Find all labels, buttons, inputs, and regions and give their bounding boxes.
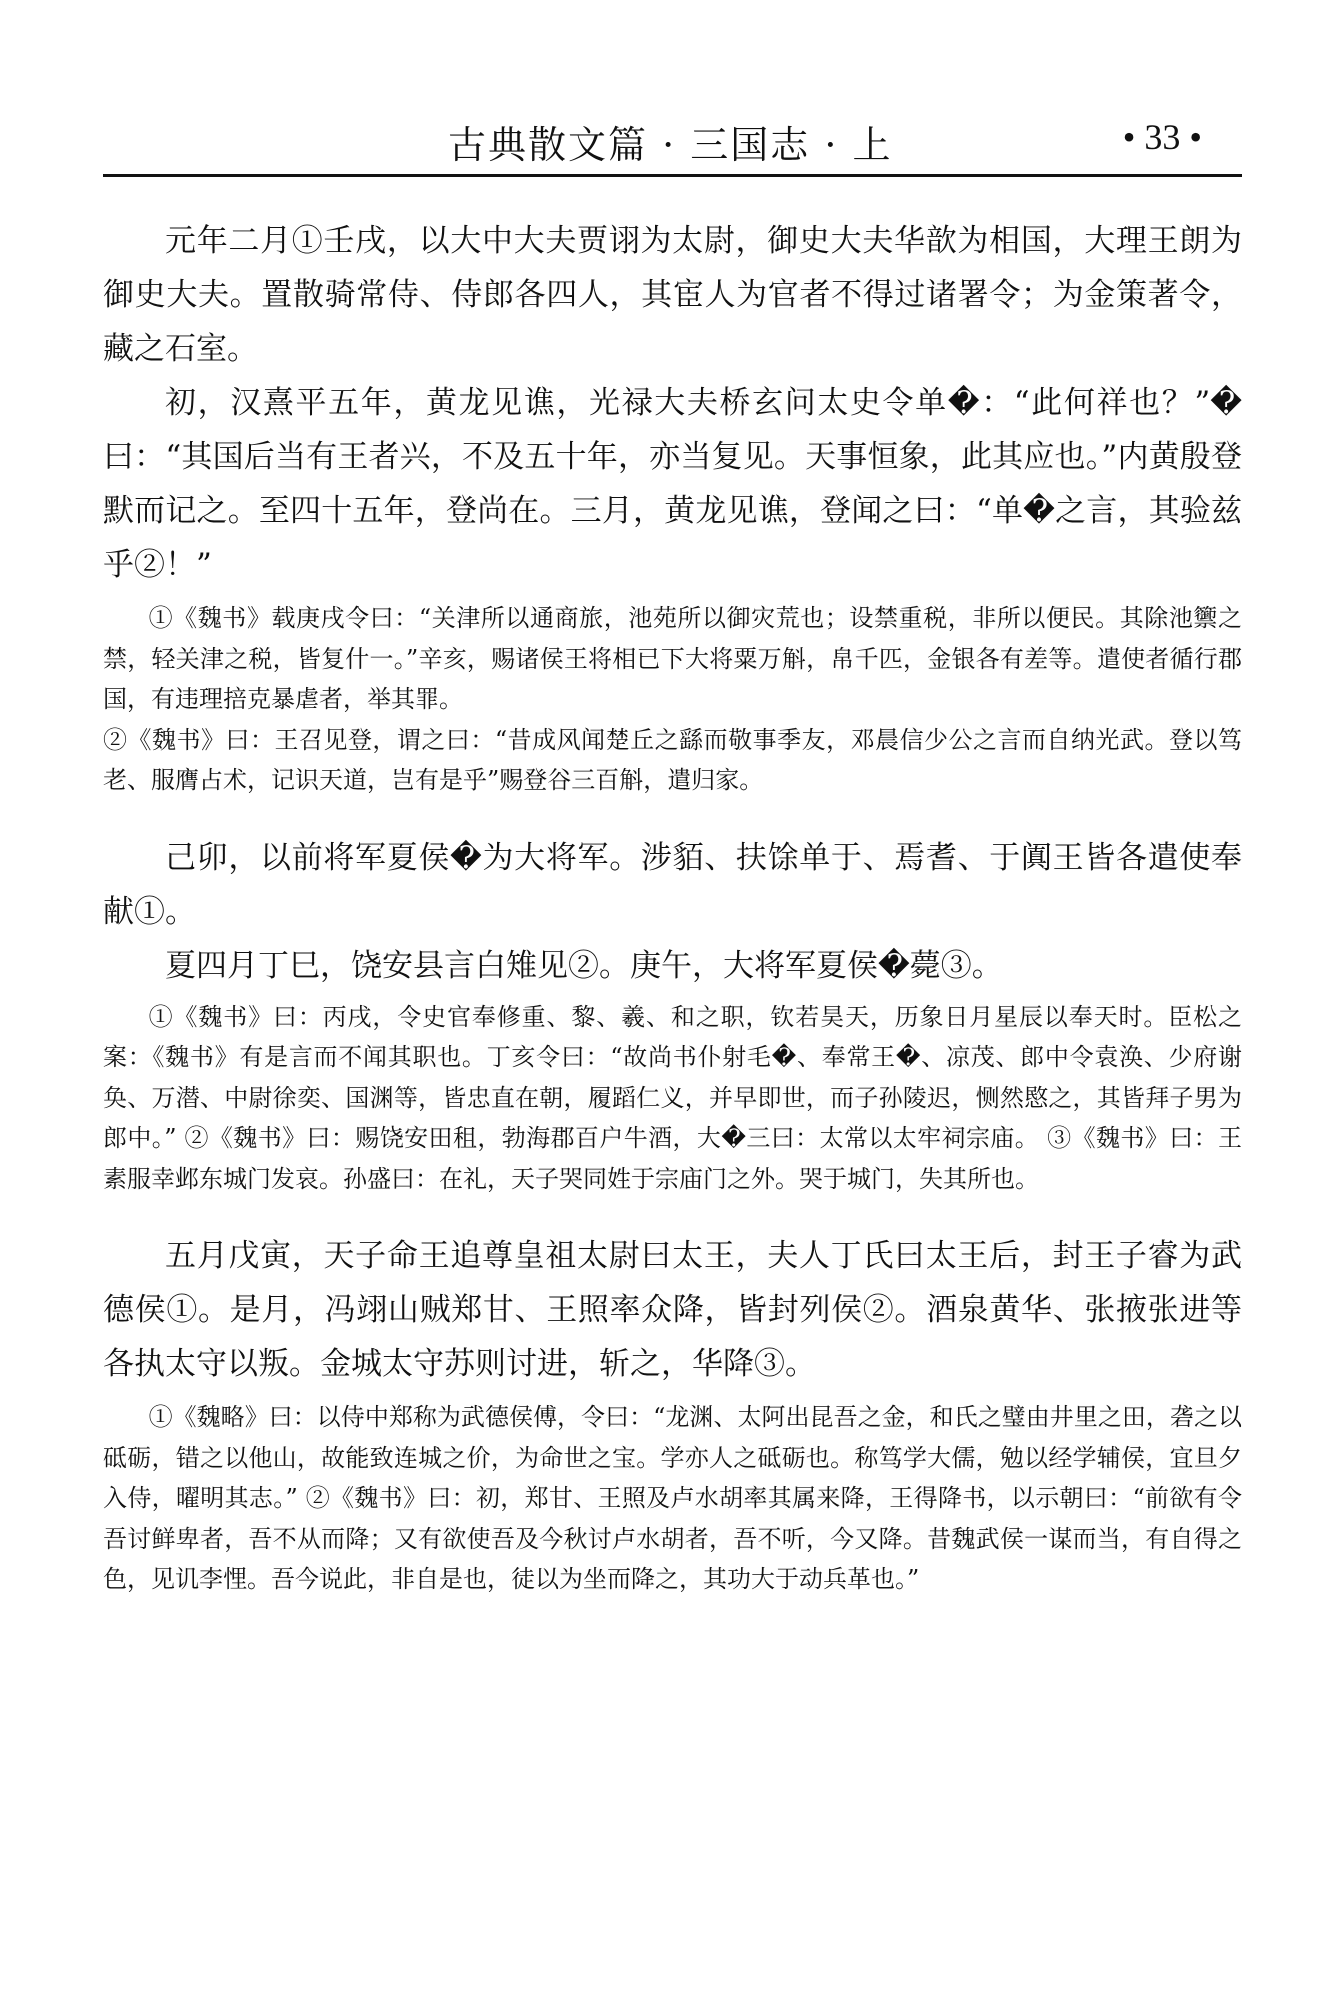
page-body [103,214,1242,1600]
body-paragraph: 夏四月丁巳，饶安县言白雉见②。庚午，大将军夏侯�薨③。 [165,947,1003,984]
page-header [103,104,1242,177]
body-paragraph: 五月戊寅，天子命王追尊皇祖太尉曰太王，夫人丁氏曰太王后，封王子睿为武德侯①。是月，冯翊山贼郑甘、王照率众降，皆封列侯②。酒泉黄华、张掖张进等各执太守以叛。金城太守苏则讨进，斩之，华降③。 [103,1238,1242,1382]
body-paragraph: 元年二月①壬戌，以大中大夫贾诩为太尉，御史大夫华歆为相国，大理王朗为御史大夫。置散骑常侍、侍郎各四人，其宦人为官者不得过诸署令；为金策著令，藏之石室。 [103,223,1242,367]
body-paragraph: 己卯，以前将军夏侯�为大将军。涉貊、扶馀单于、焉耆、于阗王皆各遣使奉献①。 [103,839,1242,930]
footnote: ①《魏略》曰：以侍中郑称为武德侯傅，令曰：“龙渊、太阿出昆吾之金，和氏之璧由井里之田，砻之以砥砺，错之以他山，故能致连城之价，为命世之宝。学亦人之砥砺也。称笃学大儒，勉以经学辅侯，宜旦夕入侍，曜明其志。” ②《魏书》曰：初，郑甘、王照及卢水胡率其属来降，王得降书，以示朝曰：“前欲有令吾讨鲜卑者，吾不从而降；又有欲使吾及今秋讨卢水胡者，吾不听，今又降。昔魏武侯一谋而当，有自得之色，见讥李悝。吾今说此，非自是也，徒以为坐而降之，其功大于动兵革也。” [103,1403,1242,1593]
footnote: ②《魏书》曰：王召见登，谓之曰：“昔成风闻楚丘之繇而敬事季友，邓晨信少公之言而自纳光武。登以笃老、服膺占术，记识天道，岂有是乎”赐登谷三百斛，遣归家。 [103,725,1242,794]
body-paragraph: 初，汉熹平五年，黄龙见谯，光禄大夫桥玄问太史令单�：“此何祥也？”�曰：“其国后当有王者兴，不及五十年，亦当复见。天事恒象，此其应也。”内黄殷登默而记之。至四十五年，登尚在。三月，黄龙见谯，登闻之曰：“单�之言，其验兹乎②！” [103,385,1242,583]
section-spacer [103,801,1242,831]
footnote: ①《魏书》载庚戌令曰：“关津所以通商旅，池苑所以御灾荒也；设禁重税，非所以便民。其除池籞之禁，轻关津之税，皆复什一。”辛亥，赐诸侯王将相已下大将粟万斛，帛千匹，金银各有差等。遣使者循行郡国，有违理掊克暴虐者，举其罪。 [103,604,1242,713]
section-spacer [103,1199,1242,1229]
page-number: • 33 • [1122,117,1202,157]
footnote: ①《魏书》曰：丙戌，令史官奉修重、黎、羲、和之职，钦若昊天，历象日月星辰以奉天时。臣松之案：《魏书》有是言而不闻其职也。丁亥令曰：“故尚书仆射毛�、奉常王�、凉茂、郎中令袁涣、少府谢奂、万潜、中尉徐奕、国渊等，皆忠直在朝，履蹈仁义，并早即世，而子孙陵迟，恻然愍之，其皆拜子男为郎中。” ②《魏书》曰：赐饶安田租，勃海郡百户牛酒，大�三曰：太常以太牢祠宗庙。 ③《魏书》曰：王素服幸邺东城门发哀。孙盛曰：在礼，天子哭同姓于宗庙门之外。哭于城门，失其所也。 [103,1002,1242,1193]
running-title: 古典散文篇 · 三国志 · 上 [448,123,893,167]
